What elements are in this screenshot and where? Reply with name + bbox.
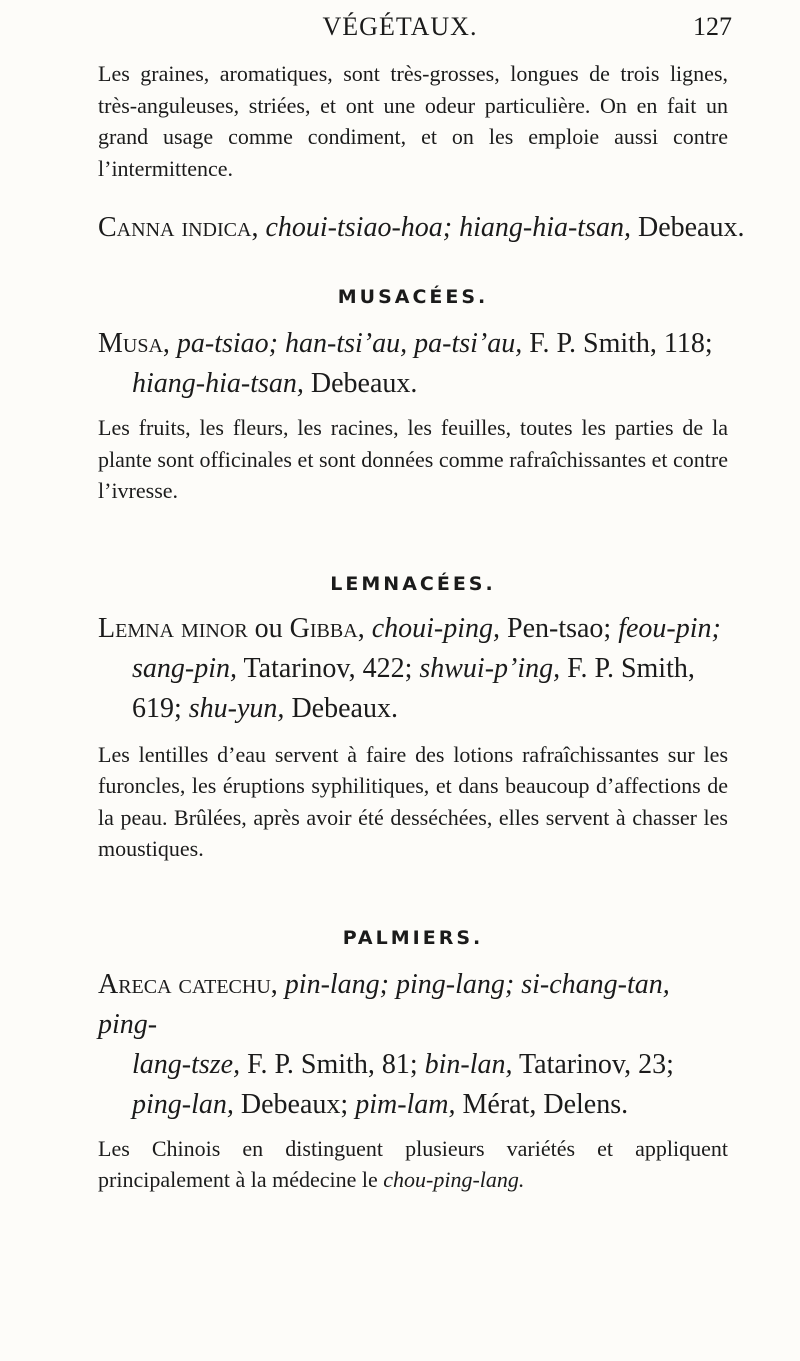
authority: Pen-tsao; bbox=[507, 612, 612, 644]
authority: Tatarinov, 23; bbox=[519, 1048, 674, 1080]
authority: F. P. Smith, 81; bbox=[247, 1048, 418, 1080]
page-content bbox=[98, 58, 745, 1196]
authority: F. P. Smith, bbox=[567, 652, 695, 684]
species-name: Musa bbox=[98, 328, 163, 359]
chinese-names: shwui-p’ing, bbox=[419, 652, 561, 684]
species-name-alt: Gibba bbox=[289, 612, 358, 644]
conjunction: ou bbox=[254, 612, 283, 644]
entry-continuation bbox=[98, 1045, 728, 1125]
paragraph-lemna: Les lentilles d’eau servent à faire des lotions rafraîchissantes sur les furoncles, les éruptions syphilitiques, et dans beaucoup d’affections de la peau. Brûlées, après avoir été desséchées, elles servent à chasser les moustiques. bbox=[98, 741, 728, 861]
chinese-term: chou-ping-lang. bbox=[383, 1167, 525, 1192]
chinese-names: pin-lang; ping-lang; si-chang-tan, ping- bbox=[98, 968, 670, 1040]
section-heading-palmiers: PALMIERS. bbox=[342, 926, 484, 949]
authority: Mérat, Delens. bbox=[462, 1088, 629, 1120]
paragraph-seeds: Les graines, aromatiques, sont très-grosses, longues de trois lignes, très-anguleuses, striées, et ont une odeur particulière. On en fait un grand usage comme condiment, et on les emploie aussi contre l’intermittence. bbox=[98, 61, 728, 181]
authority: Debeaux. bbox=[291, 692, 398, 724]
chinese-names: pim-lam, bbox=[355, 1088, 456, 1120]
chinese-names: sang-pin, bbox=[132, 652, 237, 684]
chinese-names: pa-tsiao; han-tsi’au, pa-tsi’au, bbox=[176, 328, 523, 359]
chinese-names: choui-tsiao-hoa; hiang-hia-tsan, bbox=[265, 212, 631, 243]
authority: 619; bbox=[132, 692, 182, 724]
entry-canna: Canna indica, choui-tsiao-hoa; hiang-hia-tsan, Debeaux. bbox=[98, 212, 745, 243]
entry-lemna: Lemna minor ou Gibba, choui-ping, Pen-tsao; feou-pin; sang-pin, Tatarinov, 422; shwui-p’ing, F. P. Smith, 619; shu-yun, Debeaux. bbox=[98, 609, 728, 729]
authority: F. P. Smith, 118; bbox=[529, 328, 713, 359]
page-number: 127 bbox=[693, 12, 732, 41]
authority: Debeaux. bbox=[310, 368, 418, 399]
entry-musa: Musa, pa-tsiao; han-tsi’au, pa-tsi’au, F. P. Smith, 118; hiang-hia-tsan, Debeaux. bbox=[98, 324, 728, 404]
chinese-names: choui-ping, bbox=[371, 612, 500, 644]
authority: Tatarinov, 422; bbox=[243, 652, 413, 684]
paragraph-areca bbox=[98, 1133, 728, 1196]
entry-areca: Areca catechu, pin-lang; ping-lang; si-chang-tan, ping- lang-tsze, F. P. Smith, 81; bin-lan, Tatarinov, 23; ping-lan, Debeaux; pim-lam, Mérat, Delens. bbox=[98, 965, 728, 1125]
section-heading-lemnacees: LEMNACÉES. bbox=[330, 572, 496, 595]
chinese-names: hiang-hia-tsan, bbox=[132, 368, 304, 399]
entry-continuation bbox=[98, 649, 728, 729]
chinese-names: shu-yun, bbox=[188, 692, 285, 724]
authority: Debeaux. bbox=[637, 212, 745, 243]
species-name: Areca catechu bbox=[98, 968, 271, 1000]
entry-continuation bbox=[98, 364, 728, 404]
authority: Debeaux; bbox=[240, 1088, 349, 1120]
section-heading-musacees: MUSACÉES. bbox=[337, 286, 489, 308]
species-name: Canna indica bbox=[98, 212, 252, 243]
species-name: Lemna minor bbox=[98, 612, 248, 644]
paragraph-musa: Les fruits, les fleurs, les racines, les feuilles, toutes les parties de la plante sont officinales et sont données comme rafraîchissantes et contre l’ivresse. bbox=[98, 415, 728, 503]
chinese-names: bin-lan, bbox=[424, 1048, 513, 1080]
chinese-names: ping-lan, bbox=[132, 1088, 234, 1120]
page-header bbox=[0, 12, 800, 52]
chinese-names: lang-tsze, bbox=[132, 1048, 241, 1080]
running-title: VÉGÉTAUX. bbox=[322, 12, 478, 41]
chinese-names: feou-pin; bbox=[618, 612, 721, 644]
paragraph-text: Les Chinois en distinguent plusieurs variétés et appliquent principalement à la médecine le bbox=[98, 1135, 728, 1192]
